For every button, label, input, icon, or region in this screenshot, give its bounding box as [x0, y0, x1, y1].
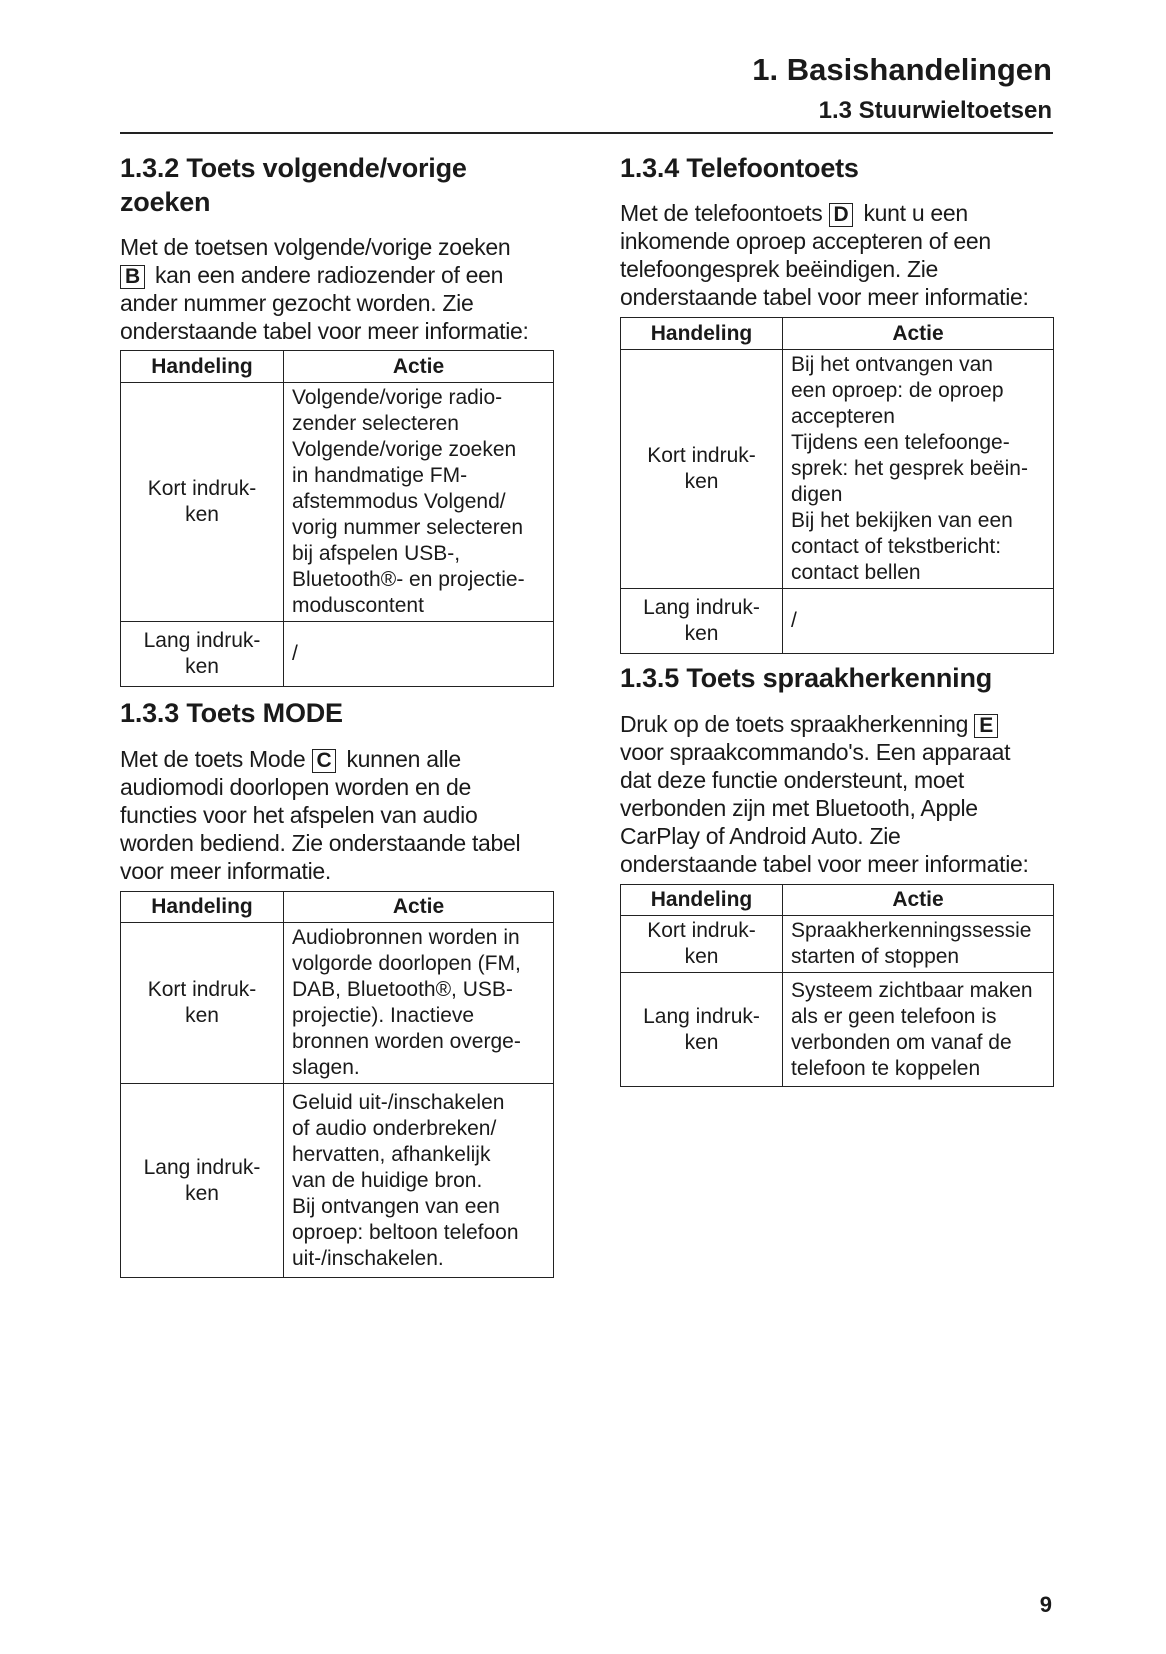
paragraph-1-3-4: Met de telefoontoets D kunt u een inkomende oproep accepteren of een telefoongesprek beëindigen. Zie onderstaande tabel voor meer informatie:: [620, 200, 1029, 310]
key-label-c: C: [312, 749, 337, 773]
paragraph-1-3-5: Druk op de toets spraakherkenning E voor spraakcommando's. Een apparaat dat deze functie ondersteunt, moet verbonden zijn met Bluetooth, Apple CarPlay of Android Auto. Zie onderstaande tabel voor meer informatie:: [620, 711, 1029, 877]
table-row: Kort indruk- ken Volgende/vorige radio- zender selecteren Volgende/vorige zoeken in handmatige FM- afstemmodus Volgend/ vorig nummer selecteren bij afspelen USB-, Bluetooth®- en projectie- moduscontent: [121, 383, 554, 622]
heading-1-3-2: 1.3.2 Toets volgende/vorige zoeken: [120, 153, 467, 217]
table-1-3-3: Handeling Actie Kort indruk- ken Audiobronnen worden in volgorde doorlopen (FM, DAB, Bluetooth®, USB- projectie). Inactieve bronnen worden overge- slagen. Lang indruk- ken Geluid uit-/inschakelen of audio onderbreken/ hervatten, afhankelijk van de huidige bron. Bij ontvangen van een oproep: beltoon telefoon uit-/inschakelen.: [120, 891, 554, 1278]
key-label-b: B: [120, 265, 145, 289]
header-divider: [120, 132, 1053, 134]
chapter-title: 1. Basishandelingen: [752, 52, 1052, 87]
heading-1-3-5: 1.3.5 Toets spraakherkenning: [620, 663, 993, 693]
table-1-3-5: Handeling Actie Kort indruk- ken Spraakherkenningssessie starten of stoppen Lang indruk- ken Systeem zichtbaar maken als er geen telefoon is verbonden om vanaf de telefoon te koppelen: [620, 884, 1054, 1087]
table-row: Lang indruk- ken Systeem zichtbaar maken als er geen telefoon is verbonden om vanaf de telefoon te koppelen: [621, 973, 1054, 1087]
table-row: Kort indruk- ken Spraakherkenningssessie starten of stoppen: [621, 916, 1054, 973]
table-1-3-4: Handeling Actie Kort indruk- ken Bij het ontvangen van een oproep: de oproep accepteren Tijdens een telefoonge- sprek: het gesprek beëin- digen Bij het bekijken van een contact of tekstbericht: contact bellen Lang indruk- ken /: [620, 317, 1054, 654]
table-row: Lang indruk- ken /: [121, 622, 554, 687]
table-1-3-2: Handeling Actie Kort indruk- ken Volgende/vorige radio- zender selecteren Volgende/vorige zoeken in handmatige FM- afstemmodus Volgend/ vorig nummer selecteren bij afspelen USB-, Bluetooth®- en projectie- moduscontent Lang indruk- ken /: [120, 350, 554, 687]
paragraph-1-3-2: Met de toetsen volgende/vorige zoeken B kan een andere radiozender of een ander nummer gezocht worden. Zie onderstaande tabel voor meer informatie:: [120, 234, 529, 344]
table-row: Kort indruk- ken Bij het ontvangen van een oproep: de oproep accepteren Tijdens een telefoonge- sprek: het gesprek beëin- digen Bij het bekijken van een contact of tekstbericht: contact bellen: [621, 350, 1054, 589]
heading-1-3-3: 1.3.3 Toets MODE: [120, 698, 343, 728]
key-label-d: D: [829, 203, 854, 227]
page-number: 9: [1039, 1592, 1052, 1617]
table-row: Lang indruk- ken /: [621, 589, 1054, 654]
section-title: 1.3 Stuurwieltoetsen: [818, 97, 1052, 124]
heading-1-3-4: 1.3.4 Telefoontoets: [620, 153, 859, 183]
table-row: Kort indruk- ken Audiobronnen worden in volgorde doorlopen (FM, DAB, Bluetooth®, USB- projectie). Inactieve bronnen worden overge- slagen.: [121, 923, 554, 1084]
table-row: Lang indruk- ken Geluid uit-/inschakelen of audio onderbreken/ hervatten, afhankelijk van de huidige bron. Bij ontvangen van een oproep: beltoon telefoon uit-/inschakelen.: [121, 1084, 554, 1278]
key-label-e: E: [974, 714, 998, 738]
paragraph-1-3-3: Met de toets Mode C kunnen alle audiomodi doorlopen worden en de functies voor het afspelen van audio worden bediend. Zie onderstaande tabel voor meer informatie.: [120, 746, 521, 884]
